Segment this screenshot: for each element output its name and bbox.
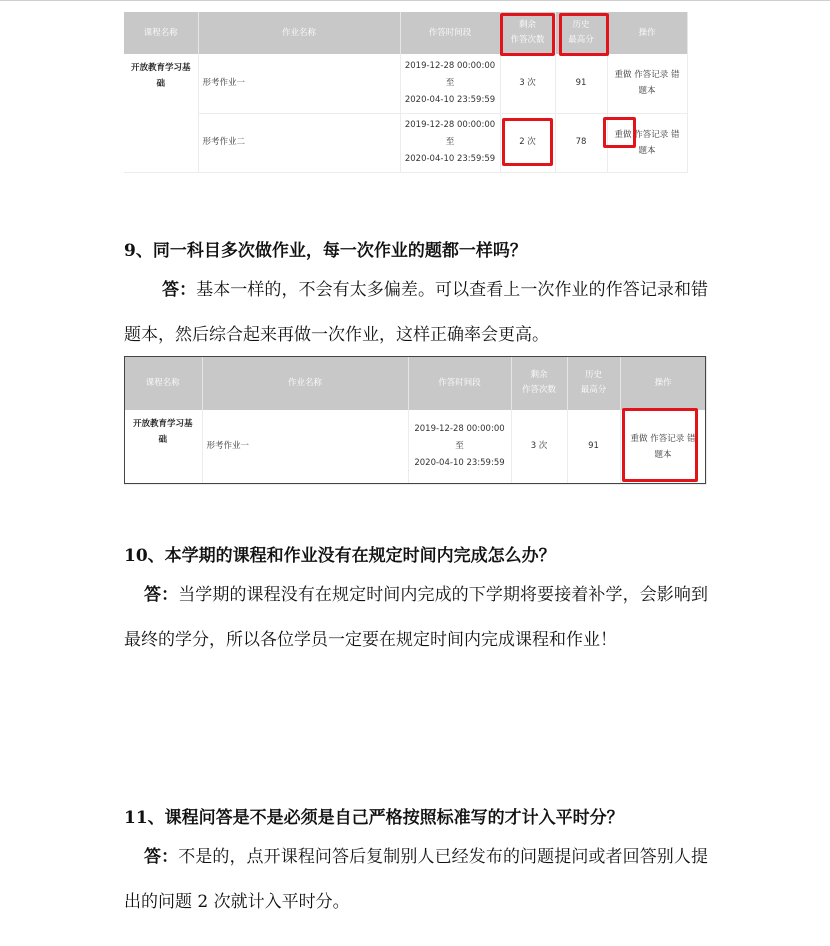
homework-name-cell: 形考作业一	[198, 54, 400, 113]
remaining-attempts-cell: 2 次	[500, 113, 555, 172]
answer-text: 当学期的课程没有在规定时间内完成的下学期将要接着补学，会影响到最终的学分，所以各位学员一定要在规定时间内完成课程和作业！	[124, 585, 708, 650]
header-course: 课程名称	[124, 356, 202, 410]
table-row	[124, 113, 687, 172]
time-range-cell: 2019-12-28 00:00:00 至 2020-04-10 23:59:59	[408, 410, 511, 484]
header-remaining: 剩余 作答次数	[500, 12, 555, 54]
remaining-attempts-cell: 3 次	[511, 410, 567, 484]
answer-text: 基本一样的，不会有太多偏差。可以查看上一次作业的作答记录和错题本，然后综合起来再做一次作业，这样正确率会更高。	[124, 280, 709, 345]
best-score-cell: 78	[555, 113, 607, 172]
homework-table-screenshot-1	[124, 12, 687, 172]
header-time: 作答时间段	[408, 356, 511, 410]
table-row	[124, 54, 687, 113]
header-homework: 作业名称	[198, 12, 400, 54]
action-links-wrap[interactable]: 题本	[638, 86, 656, 97]
course-name-cell: 开放教育学习基 础	[124, 410, 202, 484]
question-10-answer	[124, 573, 708, 663]
header-course: 课程名称	[124, 12, 198, 54]
answer-label: 答：	[144, 847, 179, 867]
best-score-cell: 91	[567, 410, 620, 484]
question-10-title: 10、本学期的课程和作业没有在规定时间内完成怎么办？	[124, 546, 556, 566]
course-name-cell: 开放教育学习基 础	[124, 54, 198, 172]
question-11-title: 11、课程问答是不是必须是自己严格按照标准写的才计入平时分？	[124, 808, 624, 828]
homework-table-screenshot-2	[124, 356, 706, 484]
header-actions: 操作	[620, 356, 706, 410]
action-links-wrap[interactable]: 题本	[638, 145, 656, 156]
header-remaining: 剩余 作答次数	[511, 356, 567, 410]
action-links[interactable]: 重做 作答记录 错	[614, 129, 680, 140]
header-best-score: 历史 最高分	[567, 356, 620, 410]
header-homework: 作业名称	[202, 356, 408, 410]
time-range-cell: 2019-12-28 00:00:00 至 2020-04-10 23:59:59	[400, 113, 500, 172]
question-11-answer	[124, 835, 708, 925]
answer-label: 答：	[162, 280, 197, 300]
remaining-attempts-cell: 3 次	[500, 54, 555, 113]
time-range-cell: 2019-12-28 00:00:00 至 2020-04-10 23:59:59	[400, 54, 500, 113]
action-links-wrap[interactable]: 题本	[654, 449, 672, 460]
homework-name-cell: 形考作业二	[198, 113, 400, 172]
page-top-border	[0, 0, 830, 1]
answer-label: 答：	[144, 585, 179, 605]
actions-cell	[620, 410, 706, 484]
header-actions: 操作	[607, 12, 687, 54]
header-best-score: 历史 最高分	[555, 12, 607, 54]
header-time: 作答时间段	[400, 12, 500, 54]
actions-cell	[607, 54, 687, 113]
answer-text: 不是的，点开课程问答后复制别人已经发布的问题提问或者回答别人提出的问题 2 次就计入平时分。	[124, 847, 708, 912]
actions-cell	[607, 113, 687, 172]
homework-name-cell: 形考作业一	[202, 410, 408, 484]
question-9-title: 9、同一科目多次做作业，每一次作业的题都一样吗？	[124, 241, 527, 261]
table-row	[124, 410, 706, 484]
question-9-answer	[124, 268, 708, 358]
best-score-cell: 91	[555, 54, 607, 113]
action-links[interactable]: 重做 作答记录 错	[630, 433, 696, 444]
action-links[interactable]: 重做 作答记录 错	[614, 70, 680, 81]
